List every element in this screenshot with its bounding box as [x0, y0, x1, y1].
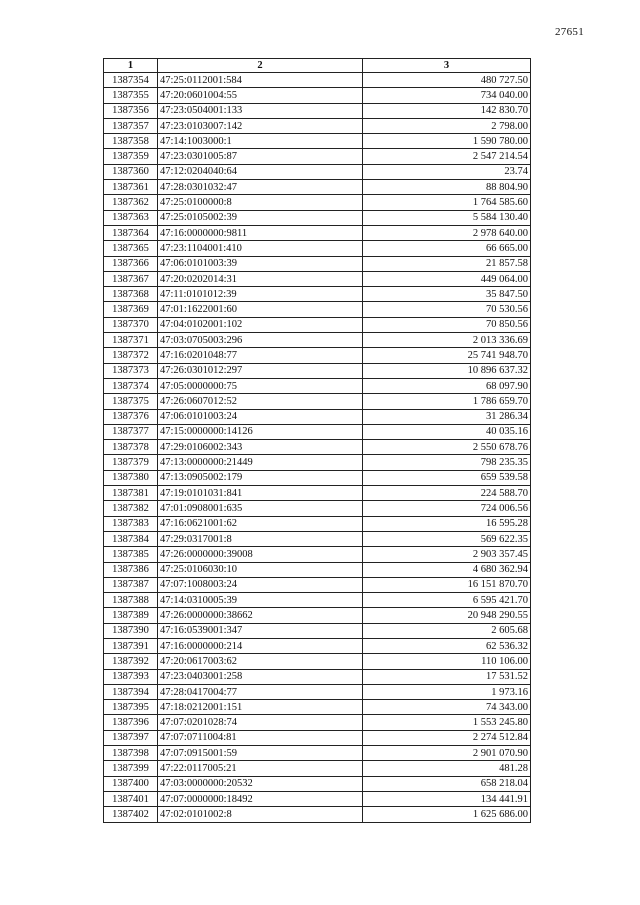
table-row	[104, 210, 531, 225]
cadastral-number-cell: 47:19:0101031:841	[158, 486, 363, 501]
table-row	[104, 684, 531, 699]
cadastral-number-cell: 47:07:0000000:18492	[158, 791, 363, 806]
amount-cell: 480 727.50	[363, 73, 531, 88]
column-header-3: 3	[363, 59, 531, 73]
amount-cell: 798 235.35	[363, 455, 531, 470]
cadastral-number-cell: 47:26:0000000:38662	[158, 608, 363, 623]
row-number-cell: 1387374	[104, 378, 158, 393]
amount-cell: 2 798.00	[363, 118, 531, 133]
amount-cell: 1 625 686.00	[363, 807, 531, 822]
row-number-cell: 1387395	[104, 700, 158, 715]
table-header	[104, 59, 531, 73]
cadastral-number-cell: 47:14:0310005:39	[158, 593, 363, 608]
row-number-cell: 1387391	[104, 638, 158, 653]
amount-cell: 2 903 357.45	[363, 547, 531, 562]
amount-cell: 724 006.56	[363, 501, 531, 516]
cadastral-number-cell: 47:07:1008003:24	[158, 577, 363, 592]
row-number-cell: 1387367	[104, 271, 158, 286]
amount-cell: 1 590 780.00	[363, 134, 531, 149]
table-row	[104, 180, 531, 195]
table-row	[104, 225, 531, 240]
table-row	[104, 271, 531, 286]
row-number-cell: 1387363	[104, 210, 158, 225]
row-number-cell: 1387398	[104, 746, 158, 761]
table-row	[104, 409, 531, 424]
row-number-cell: 1387387	[104, 577, 158, 592]
cadastral-number-cell: 47:01:1622001:60	[158, 302, 363, 317]
column-header-1: 1	[104, 59, 158, 73]
cadastral-number-cell: 47:23:0403001:258	[158, 669, 363, 684]
cadastral-number-cell: 47:23:0504001:133	[158, 103, 363, 118]
table-row	[104, 715, 531, 730]
cadastral-number-cell: 47:16:0201048:77	[158, 348, 363, 363]
row-number-cell: 1387366	[104, 256, 158, 271]
cadastral-number-cell: 47:16:0000000:9811	[158, 225, 363, 240]
row-number-cell: 1387381	[104, 486, 158, 501]
amount-cell: 2 547 214.54	[363, 149, 531, 164]
page-number: 27651	[555, 26, 584, 38]
amount-cell: 66 665.00	[363, 241, 531, 256]
row-number-cell: 1387388	[104, 593, 158, 608]
table-row	[104, 317, 531, 332]
amount-cell: 142 830.70	[363, 103, 531, 118]
cadastral-number-cell: 47:03:0000000:20532	[158, 776, 363, 791]
row-number-cell: 1387357	[104, 118, 158, 133]
row-number-cell: 1387383	[104, 516, 158, 531]
cadastral-number-cell: 47:23:1104001:410	[158, 241, 363, 256]
amount-cell: 25 741 948.70	[363, 348, 531, 363]
row-number-cell: 1387399	[104, 761, 158, 776]
cadastral-number-cell: 47:06:0101003:39	[158, 256, 363, 271]
row-number-cell: 1387382	[104, 501, 158, 516]
row-number-cell: 1387371	[104, 333, 158, 348]
amount-cell: 2 274 512.84	[363, 730, 531, 745]
cadastral-number-cell: 47:07:0201028:74	[158, 715, 363, 730]
cadastral-number-cell: 47:18:0212001:151	[158, 700, 363, 715]
cadastral-number-cell: 47:22:0117005:21	[158, 761, 363, 776]
amount-cell: 1 553 245.80	[363, 715, 531, 730]
cadastral-number-cell: 47:23:0301005:87	[158, 149, 363, 164]
cadastral-number-cell: 47:12:0204040:64	[158, 164, 363, 179]
table-row	[104, 88, 531, 103]
amount-cell: 88 804.90	[363, 180, 531, 195]
row-number-cell: 1387400	[104, 776, 158, 791]
amount-cell: 658 218.04	[363, 776, 531, 791]
table-row	[104, 791, 531, 806]
row-number-cell: 1387392	[104, 654, 158, 669]
row-number-cell: 1387402	[104, 807, 158, 822]
amount-cell: 6 595 421.70	[363, 593, 531, 608]
table-row	[104, 164, 531, 179]
amount-cell: 1 973.16	[363, 684, 531, 699]
row-number-cell: 1387396	[104, 715, 158, 730]
table-row	[104, 149, 531, 164]
amount-cell: 134 441.91	[363, 791, 531, 806]
amount-cell: 481.28	[363, 761, 531, 776]
cadastral-number-cell: 47:06:0101003:24	[158, 409, 363, 424]
cadastral-number-cell: 47:02:0101002:8	[158, 807, 363, 822]
amount-cell: 569 622.35	[363, 531, 531, 546]
cadastral-number-cell: 47:03:0705003:296	[158, 333, 363, 348]
table-row	[104, 593, 531, 608]
table-row	[104, 730, 531, 745]
row-number-cell: 1387390	[104, 623, 158, 638]
row-number-cell: 1387365	[104, 241, 158, 256]
amount-cell: 10 896 637.32	[363, 363, 531, 378]
cadastral-number-cell: 47:01:0908001:635	[158, 501, 363, 516]
row-number-cell: 1387373	[104, 363, 158, 378]
table-row	[104, 348, 531, 363]
cadastral-number-cell: 47:04:0102001:102	[158, 317, 363, 332]
row-number-cell: 1387397	[104, 730, 158, 745]
row-number-cell: 1387377	[104, 424, 158, 439]
amount-cell: 23.74	[363, 164, 531, 179]
amount-cell: 4 680 362.94	[363, 562, 531, 577]
table-row	[104, 486, 531, 501]
table-row	[104, 562, 531, 577]
cadastral-number-cell: 47:25:0112001:584	[158, 73, 363, 88]
cadastral-number-cell: 47:29:0317001:8	[158, 531, 363, 546]
amount-cell: 2 605.68	[363, 623, 531, 638]
row-number-cell: 1387380	[104, 470, 158, 485]
amount-cell: 5 584 130.40	[363, 210, 531, 225]
amount-cell: 21 857.58	[363, 256, 531, 271]
row-number-cell: 1387389	[104, 608, 158, 623]
cadastral-number-cell: 47:20:0617003:62	[158, 654, 363, 669]
table-row	[104, 134, 531, 149]
table-row	[104, 700, 531, 715]
amount-cell: 20 948 290.55	[363, 608, 531, 623]
amount-cell: 2 901 070.90	[363, 746, 531, 761]
table-row	[104, 776, 531, 791]
table-row	[104, 424, 531, 439]
row-number-cell: 1387376	[104, 409, 158, 424]
table-row	[104, 470, 531, 485]
cadastral-number-cell: 47:26:0000000:39008	[158, 547, 363, 562]
cadastral-number-cell: 47:16:0539001:347	[158, 623, 363, 638]
amount-cell: 70 530.56	[363, 302, 531, 317]
data-table	[103, 58, 531, 823]
table-row	[104, 654, 531, 669]
cadastral-number-cell: 47:20:0202014:31	[158, 271, 363, 286]
row-number-cell: 1387372	[104, 348, 158, 363]
row-number-cell: 1387385	[104, 547, 158, 562]
cadastral-number-cell: 47:07:0915001:59	[158, 746, 363, 761]
cadastral-number-cell: 47:11:0101012:39	[158, 287, 363, 302]
cadastral-number-cell: 47:26:0607012:52	[158, 394, 363, 409]
amount-cell: 17 531.52	[363, 669, 531, 684]
table-row	[104, 761, 531, 776]
row-number-cell: 1387394	[104, 684, 158, 699]
cadastral-number-cell: 47:07:0711004:81	[158, 730, 363, 745]
table-row	[104, 547, 531, 562]
table-row	[104, 608, 531, 623]
column-header-2: 2	[158, 59, 363, 73]
row-number-cell: 1387364	[104, 225, 158, 240]
table-body	[104, 73, 531, 823]
cadastral-number-cell: 47:05:0000000:75	[158, 378, 363, 393]
table-row	[104, 73, 531, 88]
table-row	[104, 638, 531, 653]
cadastral-number-cell: 47:20:0601004:55	[158, 88, 363, 103]
amount-cell: 74 343.00	[363, 700, 531, 715]
table-row	[104, 669, 531, 684]
row-number-cell: 1387358	[104, 134, 158, 149]
table-row	[104, 746, 531, 761]
row-number-cell: 1387361	[104, 180, 158, 195]
table-row	[104, 623, 531, 638]
table-row	[104, 333, 531, 348]
table-row	[104, 516, 531, 531]
amount-cell: 659 539.58	[363, 470, 531, 485]
table-row	[104, 577, 531, 592]
cadastral-number-cell: 47:25:0105002:39	[158, 210, 363, 225]
table-row	[104, 378, 531, 393]
row-number-cell: 1387355	[104, 88, 158, 103]
row-number-cell: 1387368	[104, 287, 158, 302]
cadastral-number-cell: 47:16:0000000:214	[158, 638, 363, 653]
amount-cell: 2 978 640.00	[363, 225, 531, 240]
row-number-cell: 1387356	[104, 103, 158, 118]
table-row	[104, 807, 531, 822]
row-number-cell: 1387375	[104, 394, 158, 409]
cadastral-number-cell: 47:13:0000000:21449	[158, 455, 363, 470]
table-row	[104, 241, 531, 256]
row-number-cell: 1387384	[104, 531, 158, 546]
amount-cell: 734 040.00	[363, 88, 531, 103]
table-row	[104, 501, 531, 516]
amount-cell: 1 786 659.70	[363, 394, 531, 409]
amount-cell: 40 035.16	[363, 424, 531, 439]
table-row	[104, 363, 531, 378]
row-number-cell: 1387354	[104, 73, 158, 88]
row-number-cell: 1387386	[104, 562, 158, 577]
row-number-cell: 1387378	[104, 440, 158, 455]
cadastral-number-cell: 47:13:0905002:179	[158, 470, 363, 485]
row-number-cell: 1387360	[104, 164, 158, 179]
amount-cell: 16 151 870.70	[363, 577, 531, 592]
amount-cell: 110 106.00	[363, 654, 531, 669]
cadastral-number-cell: 47:29:0106002:343	[158, 440, 363, 455]
amount-cell: 1 764 585.60	[363, 195, 531, 210]
cadastral-number-cell: 47:28:0417004:77	[158, 684, 363, 699]
amount-cell: 35 847.50	[363, 287, 531, 302]
cadastral-number-cell: 47:26:0301012:297	[158, 363, 363, 378]
row-number-cell: 1387369	[104, 302, 158, 317]
table-row	[104, 302, 531, 317]
row-number-cell: 1387370	[104, 317, 158, 332]
amount-cell: 16 595.28	[363, 516, 531, 531]
cadastral-number-cell: 47:15:0000000:14126	[158, 424, 363, 439]
table-row	[104, 455, 531, 470]
table-row	[104, 118, 531, 133]
amount-cell: 62 536.32	[363, 638, 531, 653]
amount-cell: 224 588.70	[363, 486, 531, 501]
amount-cell: 31 286.34	[363, 409, 531, 424]
table-row	[104, 195, 531, 210]
header-row	[104, 59, 531, 73]
row-number-cell: 1387379	[104, 455, 158, 470]
table-row	[104, 531, 531, 546]
amount-cell: 70 850.56	[363, 317, 531, 332]
cadastral-number-cell: 47:25:0106030:10	[158, 562, 363, 577]
cadastral-number-cell: 47:14:1003000:1	[158, 134, 363, 149]
row-number-cell: 1387393	[104, 669, 158, 684]
cadastral-number-cell: 47:23:0103007:142	[158, 118, 363, 133]
amount-cell: 2 550 678.76	[363, 440, 531, 455]
row-number-cell: 1387359	[104, 149, 158, 164]
table-row	[104, 440, 531, 455]
row-number-cell: 1387362	[104, 195, 158, 210]
cadastral-number-cell: 47:25:0100000:8	[158, 195, 363, 210]
table-row	[104, 103, 531, 118]
cadastral-number-cell: 47:16:0621001:62	[158, 516, 363, 531]
table-row	[104, 256, 531, 271]
table-row	[104, 287, 531, 302]
row-number-cell: 1387401	[104, 791, 158, 806]
amount-cell: 2 013 336.69	[363, 333, 531, 348]
cadastral-number-cell: 47:28:0301032:47	[158, 180, 363, 195]
table-row	[104, 394, 531, 409]
amount-cell: 68 097.90	[363, 378, 531, 393]
amount-cell: 449 064.00	[363, 271, 531, 286]
